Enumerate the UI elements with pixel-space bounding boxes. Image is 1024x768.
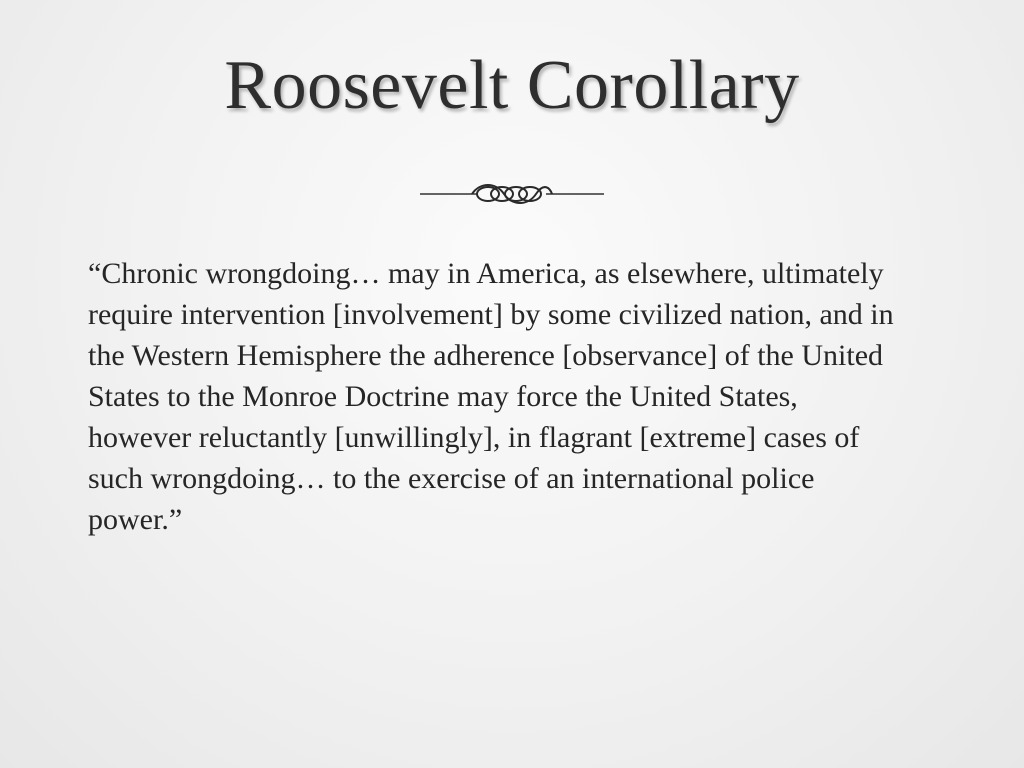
- quote-text: “Chronic wrongdoing… may in America, as elsewhere, ultimately require intervention [involvement] by some civilized nation, and in the Western Hemisphere the adherence [observance] of the United States to the Monroe Doctrine may force the United States, however reluctantly [unwillingly], in flagrant [extreme] cases of such wrongdoing… to the exercise of an international police power.”: [88, 257, 894, 536]
- scroll-flourish-icon: [420, 180, 604, 208]
- slide-title: Roosevelt Corollary: [224, 47, 800, 124]
